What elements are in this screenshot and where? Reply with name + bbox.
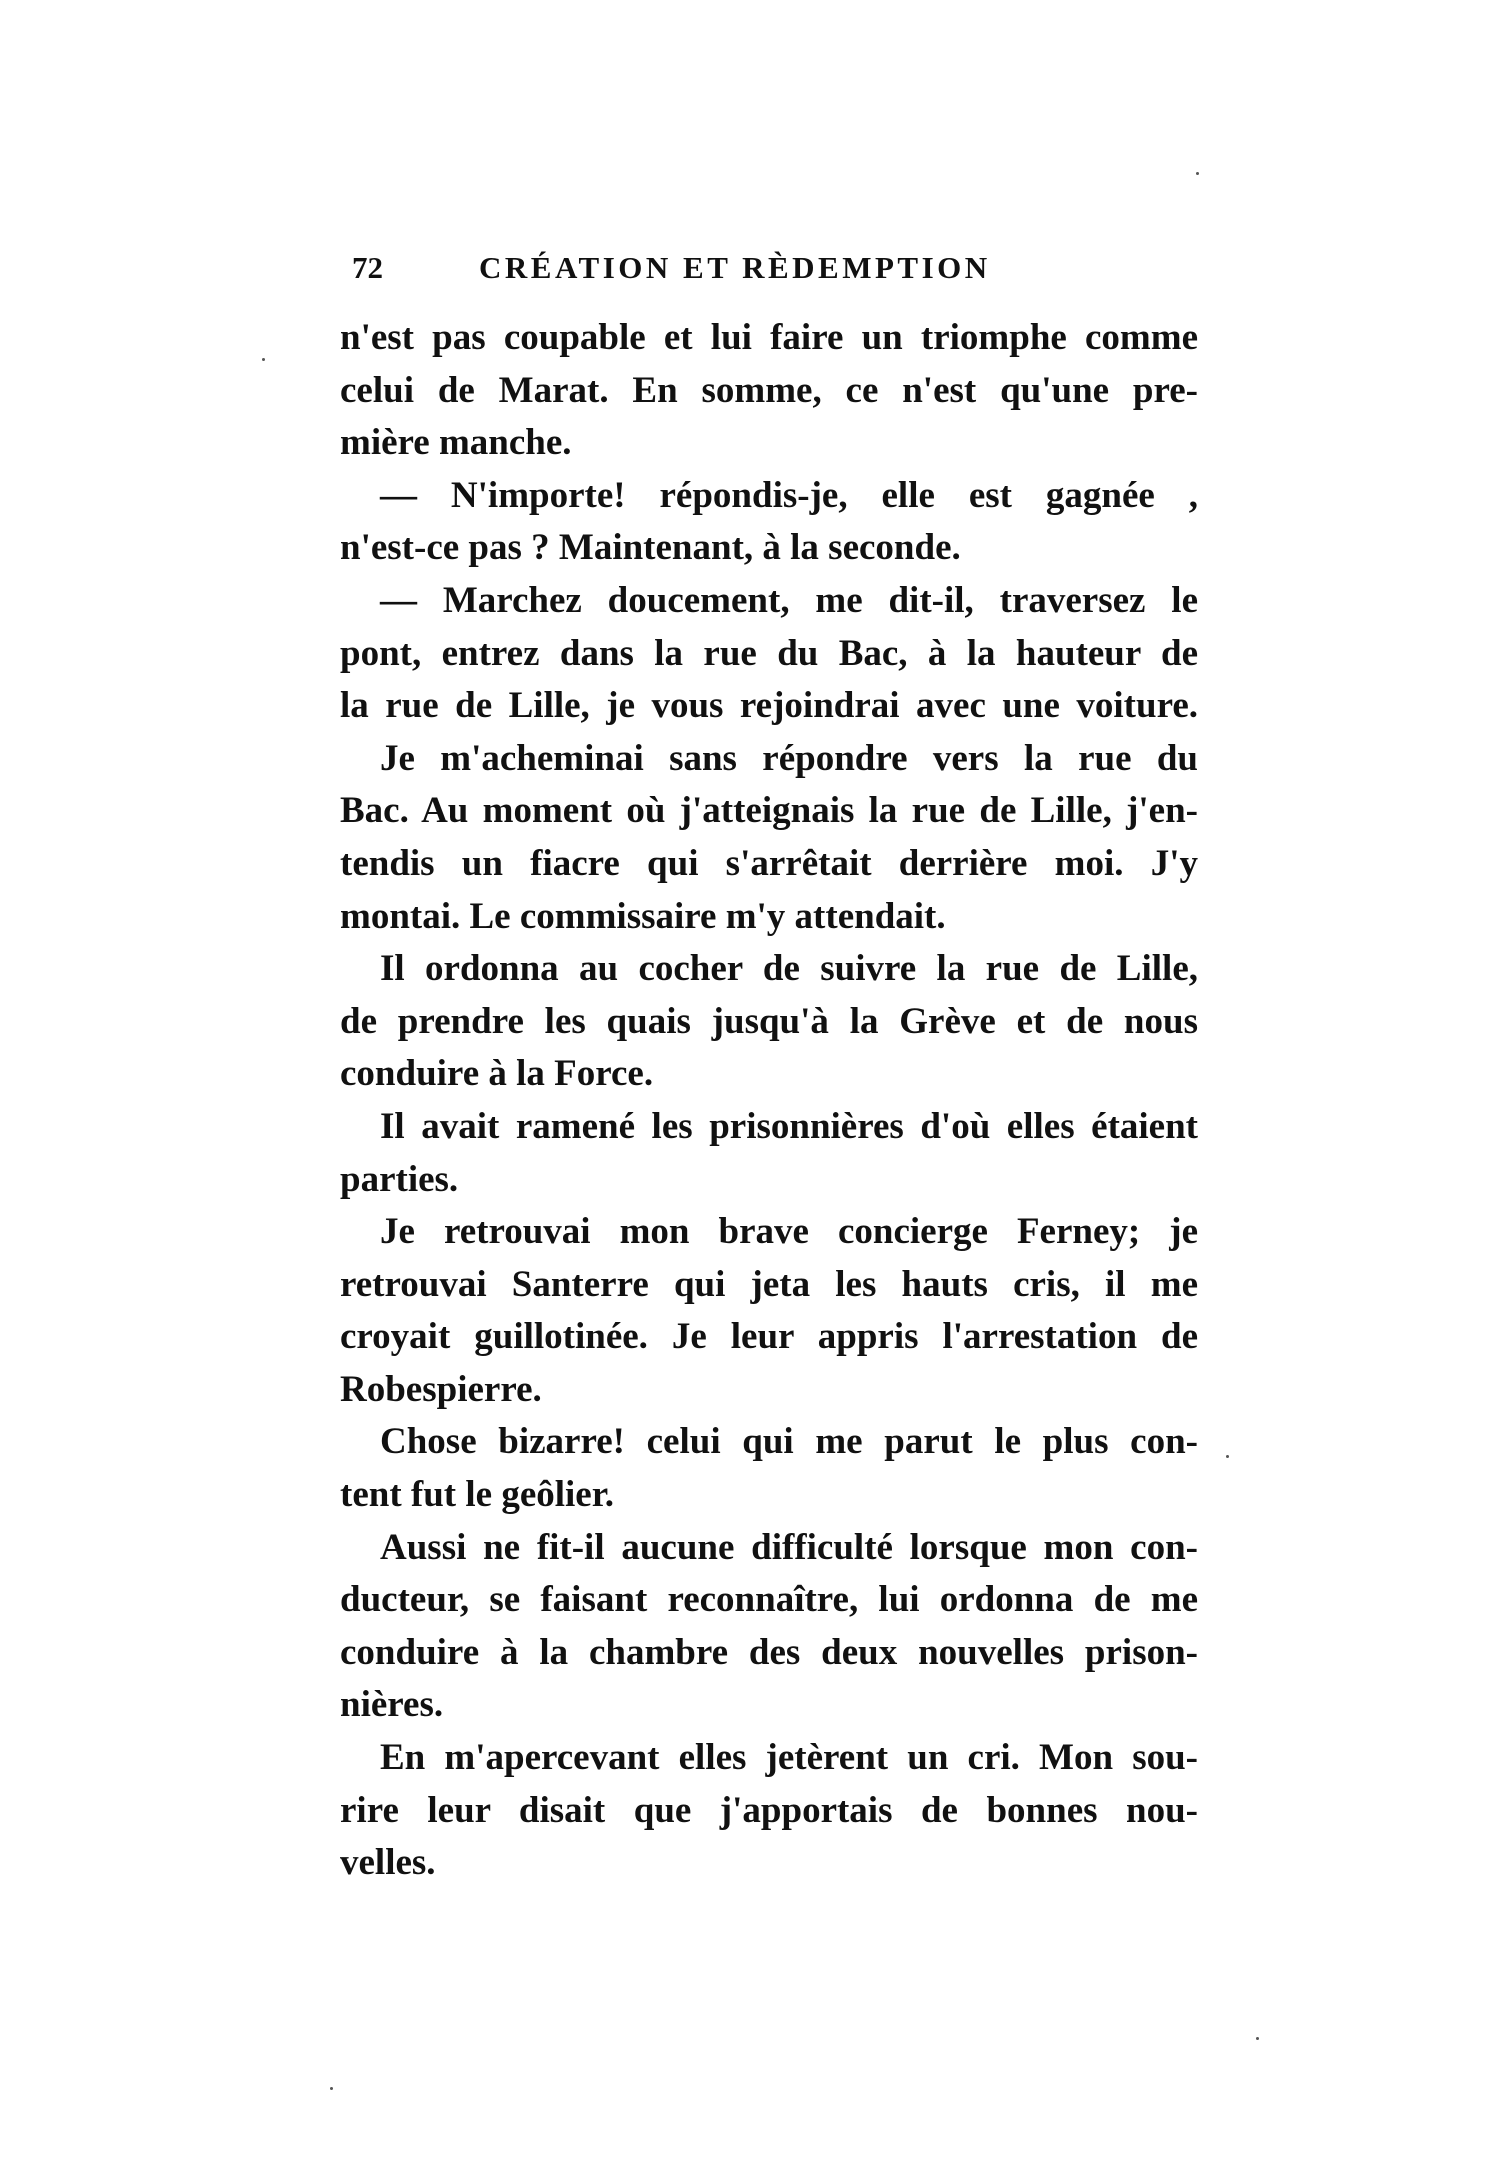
text-line: tendis un fiacre qui s'arrêtait derrière moi. J'y — [340, 842, 1198, 884]
text-line: En m'apercevant elles jetèrent un cri. Mon sou- — [380, 1737, 1198, 1779]
text-line: montai. Le commissaire m'y attendait. — [340, 895, 946, 937]
text-line: nières. — [340, 1684, 444, 1726]
text-line: n'est-ce pas ? Maintenant, à la seconde. — [340, 527, 961, 569]
text-line: croyait guillotinée. Je leur appris l'arrestation de — [340, 1316, 1198, 1358]
text-line: conduire à la Force. — [340, 1053, 654, 1095]
text-line: — Marchez doucement, me dit-il, traversez le — [380, 579, 1198, 621]
text-line: Chose bizarre! celui qui me parut le plus con- — [380, 1421, 1198, 1463]
text-line: Robespierre. — [340, 1368, 542, 1410]
text-line: ducteur, se faisant reconnaître, lui ordonna de me — [340, 1579, 1198, 1621]
text-line: parties. — [340, 1158, 459, 1200]
text-line: de prendre les quais jusqu'à la Grève et de nous — [340, 1000, 1198, 1042]
scan-speck — [1226, 1455, 1229, 1458]
text-line: Bac. Au moment où j'atteignais la rue de Lille, j'en- — [340, 790, 1198, 832]
text-line: velles. — [340, 1842, 436, 1884]
body-text — [340, 312, 1198, 1890]
text-line: rire leur disait que j'apportais de bonnes nou- — [340, 1789, 1198, 1831]
text-line: pont, entrez dans la rue du Bac, à la hauteur de — [340, 632, 1198, 674]
text-line: la rue de Lille, je vous rejoindrai avec une voiture. — [340, 685, 1198, 727]
text-line: conduire à la chambre des deux nouvelles prison- — [340, 1631, 1198, 1673]
text-line: tent fut le geôlier. — [340, 1474, 614, 1516]
text-line: — N'importe! répondis-je, elle est gagnée , — [380, 474, 1198, 516]
text-line: retrouvai Santerre qui jeta les hauts cris, il me — [340, 1263, 1198, 1305]
scan-speck — [262, 358, 265, 361]
text-line: Aussi ne fit-il aucune difficulté lorsque mon con- — [380, 1526, 1198, 1568]
text-line: Je retrouvai mon brave concierge Ferney; je — [380, 1211, 1198, 1253]
text-line: Il ordonna au cocher de suivre la rue de Lille, — [380, 948, 1198, 990]
scan-speck — [1256, 2037, 1259, 2040]
page-number: 72 — [352, 250, 383, 285]
scan-speck — [1196, 172, 1199, 175]
text-line: Je m'acheminai sans répondre vers la rue du — [380, 737, 1198, 779]
running-title: CRÉATION ET RÈDEMPTION — [479, 250, 991, 285]
text-line: n'est pas coupable et lui faire un triomphe comme — [340, 317, 1198, 358]
scan-speck — [330, 2087, 333, 2090]
text-line: mière manche. — [340, 422, 572, 464]
text-line: Il avait ramené les prisonnières d'où elles étaient — [380, 1105, 1198, 1147]
text-line: celui de Marat. En somme, ce n'est qu'une pre- — [340, 369, 1198, 411]
